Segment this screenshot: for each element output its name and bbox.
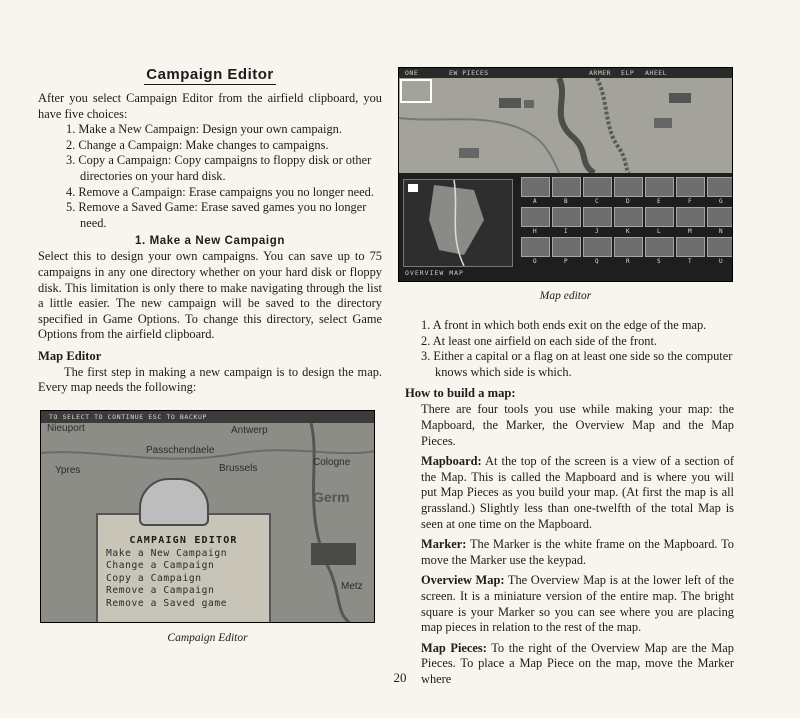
map-piece[interactable] bbox=[583, 207, 612, 227]
map-editor-screenshot bbox=[398, 67, 733, 282]
city-label: Nieuport bbox=[47, 423, 85, 434]
piece-label: D bbox=[626, 198, 630, 205]
piece-label: P bbox=[564, 258, 568, 265]
clipboard-panel bbox=[96, 513, 271, 623]
map-piece[interactable] bbox=[583, 237, 612, 257]
tool-lead: Overview Map: bbox=[421, 573, 505, 588]
mapboard-terrain bbox=[399, 78, 733, 173]
map-piece[interactable] bbox=[645, 237, 674, 257]
clipboard-menu bbox=[106, 548, 227, 610]
map-piece[interactable] bbox=[552, 177, 581, 197]
map-piece[interactable] bbox=[614, 177, 643, 197]
need-item: 3. Either a capital or a flag on at least one side so the computer knows which side is which. bbox=[421, 349, 733, 379]
clipboard-title: CAMPAIGN EDITOR bbox=[129, 535, 238, 546]
map-piece[interactable] bbox=[707, 207, 733, 227]
clipboard-clip-icon bbox=[139, 478, 209, 526]
topbar-label: EW PIECES bbox=[449, 69, 489, 77]
menu-item-remove[interactable]: Remove a Campaign bbox=[106, 585, 215, 597]
piece-label: R bbox=[626, 258, 630, 265]
need-item: 1. A front in which both ends exit on the edge of the map. bbox=[421, 318, 707, 332]
city-label: Cologne bbox=[313, 457, 351, 468]
city-label: Passchendaele bbox=[146, 445, 215, 456]
campaign-editor-screenshot bbox=[40, 410, 375, 623]
left-column bbox=[38, 66, 382, 396]
tool-lead: Map Pieces: bbox=[421, 640, 487, 655]
campaign-editor-caption: Campaign Editor bbox=[167, 632, 248, 644]
map-piece[interactable] bbox=[676, 177, 705, 197]
piece-label: L bbox=[657, 228, 661, 235]
choice-item: 4. Remove a Campaign: Erase campaigns you no longer need. bbox=[66, 184, 374, 199]
piece-label: E bbox=[657, 198, 661, 205]
map-editor-heading: Map Editor bbox=[38, 348, 102, 363]
campaign-background-map bbox=[41, 423, 374, 623]
menu-item-change[interactable]: Change a Campaign bbox=[106, 560, 215, 572]
campaign-topbar: TO SELECT TO CONTINUE ESC TO BACKUP bbox=[41, 411, 374, 423]
map-piece[interactable] bbox=[676, 207, 705, 227]
tool-text: The Marker is the white frame on the Mapboard. To move the Marker use the keypad. bbox=[421, 537, 734, 567]
map-piece[interactable] bbox=[614, 237, 643, 257]
piece-label: B bbox=[564, 198, 568, 205]
map-editor-paragraph: The first step in making a new campaign is to design the map. Every map needs the following: bbox=[38, 364, 382, 395]
piece-label: S bbox=[657, 258, 661, 265]
tool-paragraph bbox=[421, 573, 734, 635]
menu-item-make-new[interactable]: Make a New Campaign bbox=[106, 548, 228, 559]
map-piece[interactable] bbox=[645, 177, 674, 197]
overview-map-terrain bbox=[404, 180, 512, 266]
howto-heading: How to build a map: bbox=[405, 386, 516, 401]
tool-paragraph bbox=[421, 454, 734, 532]
city-label: Ypres bbox=[55, 465, 81, 476]
overview-marker bbox=[408, 184, 418, 192]
piece-label: G bbox=[719, 198, 723, 205]
map-editor-caption: Map editor bbox=[539, 290, 592, 302]
map-pieces-grid bbox=[521, 177, 731, 277]
choice-item: 5. Remove a Saved Game: Erase saved games you no longer need. bbox=[66, 200, 367, 230]
piece-label: F bbox=[688, 198, 692, 205]
city-label: Germ bbox=[313, 489, 350, 505]
topbar-label: AHEEL bbox=[645, 69, 668, 77]
tool-text: To the right of the Overview Map are the Map Pieces. To place a Map Piece on the map, move the Marker where bbox=[421, 640, 734, 686]
map-editor-bottom-panel bbox=[399, 173, 732, 282]
piece-label: T bbox=[688, 258, 692, 265]
piece-label: H bbox=[533, 228, 537, 235]
map-piece[interactable] bbox=[707, 177, 733, 197]
page-number: 20 bbox=[393, 670, 407, 685]
choice-item: 3. Copy a Campaign: Copy campaigns to floppy disk or other directories on your hard disk. bbox=[66, 153, 372, 183]
piece-label: K bbox=[626, 228, 630, 235]
map-piece[interactable] bbox=[521, 237, 550, 257]
piece-label: N bbox=[719, 228, 723, 235]
menu-item-copy[interactable]: Copy a Campaign bbox=[106, 572, 202, 584]
piece-label: I bbox=[564, 228, 568, 235]
topbar-label: ONE bbox=[405, 69, 419, 77]
map-piece[interactable] bbox=[614, 207, 643, 227]
choices-list bbox=[66, 122, 382, 231]
topbar-label: ELP bbox=[621, 69, 635, 77]
map-piece[interactable] bbox=[552, 207, 581, 227]
city-label: Brussels bbox=[219, 463, 258, 474]
piece-label: J bbox=[595, 228, 599, 235]
howto-intro: There are four tools you use while making your map: the Mapboard, the Marker, the Overview Map and the Map Pieces. bbox=[421, 402, 734, 448]
menu-item-remove-saved[interactable]: Remove a Saved game bbox=[106, 597, 228, 609]
intro-paragraph: After you select Campaign Editor from the airfield clipboard, you have five choices: bbox=[38, 91, 382, 121]
map-piece[interactable] bbox=[552, 237, 581, 257]
map-piece[interactable] bbox=[645, 207, 674, 227]
map-piece[interactable] bbox=[676, 237, 705, 257]
piece-label: U bbox=[719, 258, 723, 265]
tool-paragraph bbox=[421, 537, 734, 568]
city-label: Metz bbox=[341, 581, 363, 592]
tool-lead: Marker: bbox=[421, 537, 467, 552]
need-item: 2. At least one airfield on each side of the front. bbox=[421, 333, 658, 348]
section-title: Campaign Editor bbox=[146, 66, 274, 83]
tool-text: The Overview Map is at the lower left of the screen. It is a miniature version of the entire map. The bright square is your Marker so you can see where you are placing map pieces in relation to the rest of the map. bbox=[421, 573, 734, 635]
city-label: Antwerp bbox=[231, 425, 268, 436]
new-campaign-paragraph: Select this to design your own campaigns. You can save up to 75 campaigns in any one directory whether on your hard disk or floppy disk. This limitation is only there to make navigating through the list a little easier. The new campaign will be saved to the directory specified in Game Options. To change this directory, select Game Options from the airfield clipboard. bbox=[38, 249, 382, 342]
choice-item: 1. Make a New Campaign: Design your own campaign. bbox=[66, 122, 342, 137]
choice-item: 2. Change a Campaign: Make changes to campaigns. bbox=[66, 137, 329, 152]
map-piece[interactable] bbox=[583, 177, 612, 197]
map-piece[interactable] bbox=[521, 207, 550, 227]
tool-text: At the top of the screen is a view of a section of the Map. This is called the Mapboard and is where you will put Map Pieces as you build your map. (At first the map is all grassland.) Slightly less than one-twelfth of the total Map is seen at one time on the Mapboard. bbox=[421, 454, 734, 531]
overview-map[interactable] bbox=[403, 179, 513, 267]
piece-label: M bbox=[688, 228, 692, 235]
right-column bbox=[405, 318, 734, 692]
piece-label: O bbox=[533, 258, 537, 265]
piece-label: Q bbox=[595, 258, 599, 265]
map-needs-list bbox=[421, 318, 734, 380]
map-editor-topbar bbox=[399, 68, 732, 78]
piece-label: A bbox=[533, 198, 537, 205]
map-piece[interactable] bbox=[707, 237, 733, 257]
piece-label: C bbox=[595, 198, 599, 205]
subsection-title: 1. Make a New Campaign bbox=[135, 235, 285, 248]
map-piece[interactable] bbox=[521, 177, 550, 197]
topbar-label: ARMER bbox=[589, 69, 612, 77]
tool-lead: Mapboard: bbox=[421, 454, 482, 469]
overview-map-label: OVERVIEW MAP bbox=[405, 269, 464, 277]
mapboard bbox=[399, 78, 732, 173]
